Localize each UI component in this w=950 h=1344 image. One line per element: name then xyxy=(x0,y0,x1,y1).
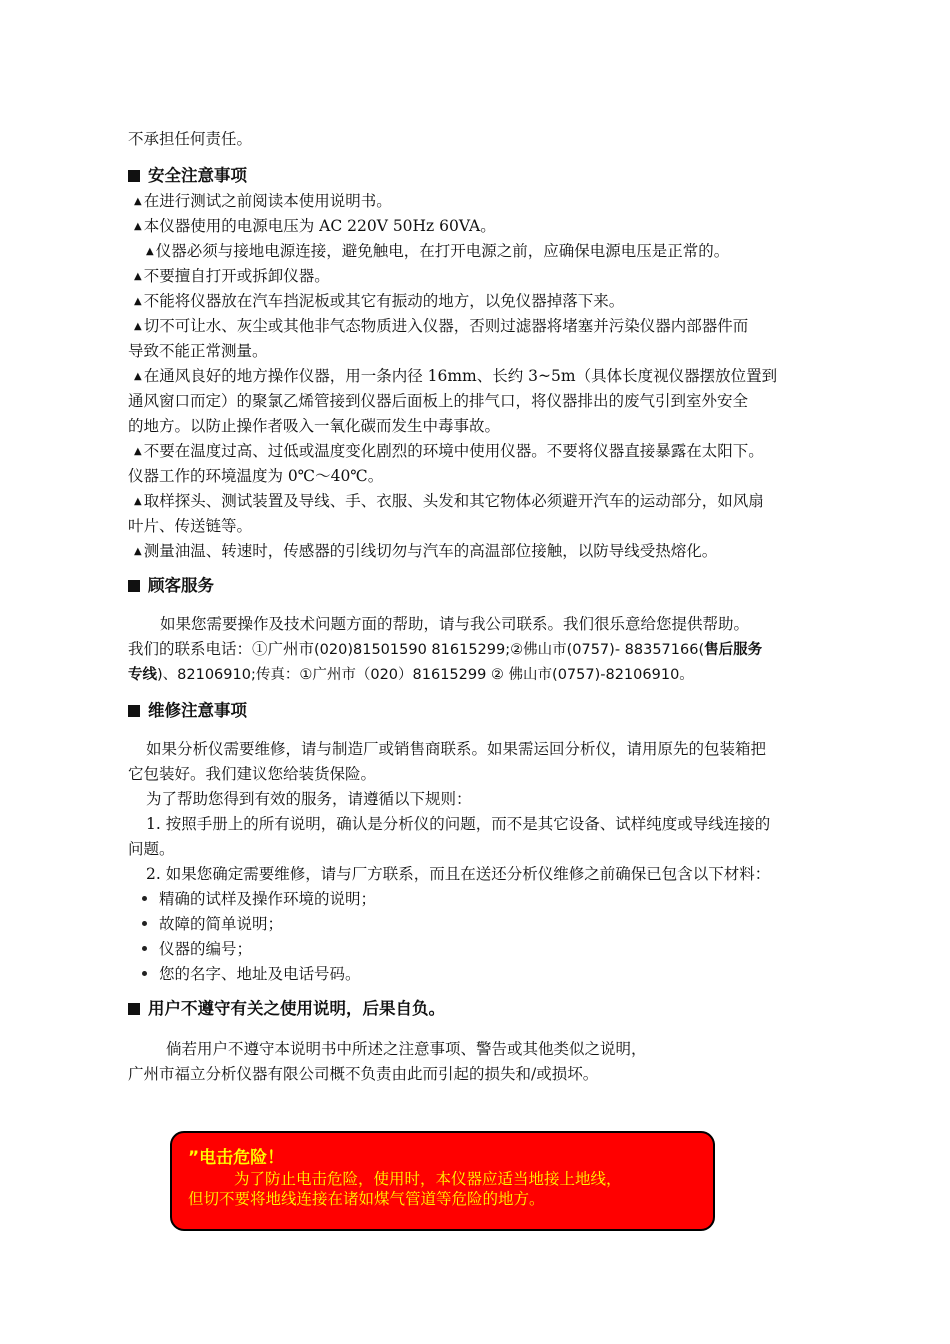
safety-item: ▲ 仪器必须与接地电源连接，避免触电，在打开电源之前，应确保电源电压是正常的。 xyxy=(146,239,846,264)
safety-item: ▲ 切不可让水、灰尘或其他非气态物质进入仪器，否则过滤器将堵塞并污染仪器内部器件而 xyxy=(134,314,834,339)
intro-tail: 不承担任何责任。 xyxy=(128,130,253,148)
triangle-bullet-icon: ▲ xyxy=(134,221,142,232)
warning-line: 为了防止电击危险，使用时，本仪器应适当地接上地线， xyxy=(234,1170,622,1188)
electric-shock-warning-box xyxy=(170,1131,715,1231)
repair-paragraph-cont: 它包装好。我们建议您给装货保险。 xyxy=(128,765,377,783)
disclaimer-heading: 用户不遵守有关之使用说明，后果自负。 xyxy=(128,998,445,1020)
service-fax: 专线)、82106910;传真：①广州市（020）81615299 ② 佛山市(0757)-82106910。 xyxy=(128,667,694,683)
square-bullet-icon xyxy=(128,580,140,592)
triangle-bullet-icon: ▲ xyxy=(134,496,142,507)
triangle-bullet-icon: ▲ xyxy=(134,196,142,207)
dot-bullet-icon xyxy=(142,971,147,976)
warning-text xyxy=(188,1169,698,1209)
repair-bullet: 精确的试样及操作环境的说明； xyxy=(138,887,838,912)
service-text: 如果您需要操作及技术问题方面的帮助，请与我公司联系。我们很乐意给您提供帮助。 xyxy=(160,615,750,633)
safety-item: ▲ 不要在温度过高、过低或温度变化剧烈的环境中使用仪器。不要将仪器直接暴露在太阳下。 xyxy=(134,439,834,464)
safety-item-cont: 叶片、传送链等。 xyxy=(128,517,253,535)
repair-rule-1-cont: 问题。 xyxy=(128,840,175,858)
disclaimer-text: 倘若用户不遵守本说明书中所述之注意事项、警告或其他类似之说明， xyxy=(166,1040,647,1058)
safety-item-cont: 通风窗口而定）的聚氯乙烯管接到仪器后面板上的排气口，将仪器排出的废气引到室外安全 xyxy=(128,392,749,410)
safety-item-cont: 仪器工作的环境温度为 0℃～40℃。 xyxy=(128,467,384,485)
safety-item: ▲ 本仪器使用的电源电压为 AC 220V 50Hz 60VA。 xyxy=(134,214,834,239)
safety-item: ▲ 取样探头、测试装置及导线、手、衣服、头发和其它物体必须避开汽车的运动部分，如风扇 xyxy=(134,489,834,514)
service-contact: 我们的联系电话：①广州市(020)81501590 81615299;②佛山市(0757)- 88357166(售后服务 xyxy=(128,640,763,658)
safety-item: ▲ 测量油温、转速时，传感器的引线切勿与汽车的高温部位接触，以防导线受热熔化。 xyxy=(134,539,834,564)
dot-bullet-icon xyxy=(142,921,147,926)
repair-intro: 为了帮助您得到有效的服务，请遵循以下规则： xyxy=(146,790,472,808)
square-bullet-icon xyxy=(128,705,140,717)
safety-item-cont: 的地方。以防止操作者吸入一氧化碳而发生中毒事故。 xyxy=(128,417,501,435)
repair-heading: 维修注意事项 xyxy=(128,700,247,722)
repair-rule-1: 1. 按照手册上的所有说明，确认是分析仪的问题，而不是其它设备、试样纯度或导线连接的 xyxy=(146,815,771,833)
warning-title: ”电击危险！ xyxy=(188,1148,285,1168)
service-heading: 顾客服务 xyxy=(128,575,214,597)
safety-item: ▲ 不要擅自打开或拆卸仪器。 xyxy=(134,264,834,289)
dot-bullet-icon xyxy=(142,946,147,951)
warning-line: 但切不要将地线连接在诸如煤气管道等危险的地方。 xyxy=(188,1190,545,1208)
triangle-bullet-icon: ▲ xyxy=(134,321,142,332)
triangle-bullet-icon: ▲ xyxy=(134,371,142,382)
square-bullet-icon xyxy=(128,1003,140,1015)
safety-item: ▲ 在通风良好的地方操作仪器，用一条内径 16mm、长约 3~5m（具体长度视仪器摆放位置到 xyxy=(134,364,834,389)
triangle-bullet-icon: ▲ xyxy=(146,246,154,257)
safety-heading: 安全注意事项 xyxy=(128,165,247,187)
square-bullet-icon xyxy=(128,170,140,182)
safety-item: ▲ 不能将仪器放在汽车挡泥板或其它有振动的地方，以免仪器掉落下来。 xyxy=(134,289,834,314)
triangle-bullet-icon: ▲ xyxy=(134,296,142,307)
triangle-bullet-icon: ▲ xyxy=(134,446,142,457)
repair-bullet: 您的名字、地址及电话号码。 xyxy=(138,962,838,987)
safety-item: ▲ 在进行测试之前阅读本使用说明书。 xyxy=(134,189,834,214)
repair-rule-2: 2. 如果您确定需要维修，请与厂方联系，而且在送还分析仪维修之前确保已包含以下材料： xyxy=(146,865,771,883)
repair-paragraph: 如果分析仪需要维修，请与制造厂或销售商联系。如果需运回分析仪，请用原先的包装箱把 xyxy=(146,740,767,758)
repair-bullet: 仪器的编号； xyxy=(138,937,838,962)
triangle-bullet-icon: ▲ xyxy=(134,546,142,557)
safety-item-cont: 导致不能正常测量。 xyxy=(128,342,268,360)
triangle-bullet-icon: ▲ xyxy=(134,271,142,282)
repair-bullet: 故障的简单说明； xyxy=(138,912,838,937)
dot-bullet-icon xyxy=(142,896,147,901)
disclaimer-text-cont: 广州市福立分析仪器有限公司概不负责由此而引起的损失和/或损坏。 xyxy=(128,1065,599,1083)
